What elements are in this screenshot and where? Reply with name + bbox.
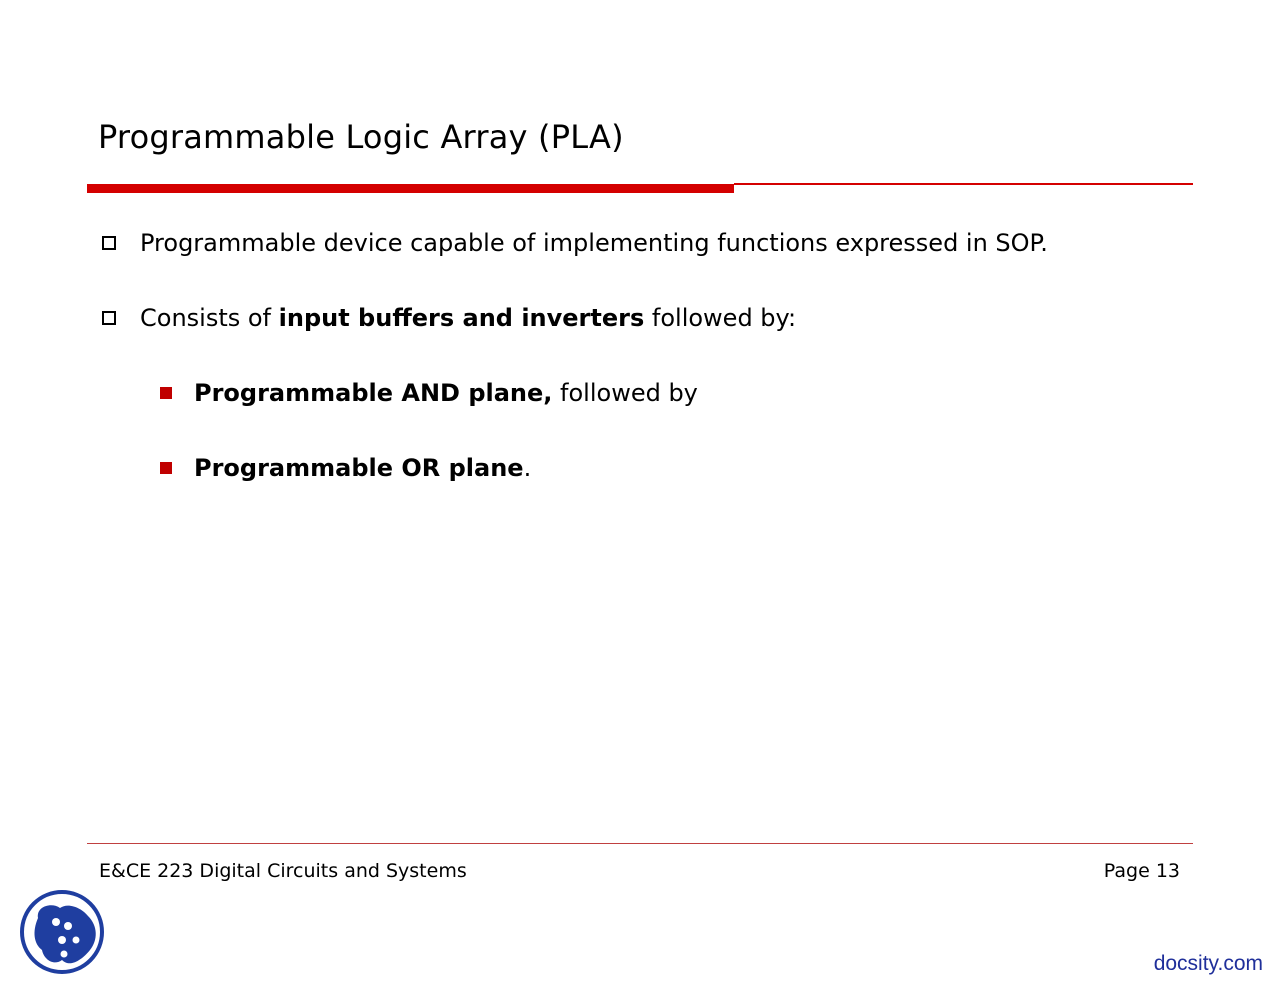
bullet-item — [102, 304, 796, 332]
footer-course-title: E&CE 223 Digital Circuits and Systems — [99, 860, 467, 882]
docsity-watermark[interactable]: docsity.com — [1153, 952, 1263, 975]
sub-bullet-item — [160, 379, 698, 407]
bullet-text-prefix: Consists of — [140, 304, 279, 332]
bullet-text-bold: input buffers and inverters — [278, 304, 645, 332]
hollow-square-bullet-icon — [102, 236, 116, 250]
footer-divider — [87, 843, 1193, 844]
hollow-square-bullet-icon — [102, 311, 116, 325]
sub-bullet-text-bold: Programmable OR plane — [194, 454, 524, 482]
bullet-text-suffix: followed by: — [644, 304, 797, 332]
bullet-text: Programmable device capable of implementing functions expressed in SOP. — [140, 229, 1048, 257]
docsity-logo-icon — [18, 888, 106, 976]
bullet-item — [102, 229, 1048, 257]
filled-square-bullet-icon — [160, 462, 172, 474]
footer-page-number: Page 13 — [1103, 860, 1180, 882]
filled-square-bullet-icon — [160, 387, 172, 399]
title-underline-thick — [87, 184, 734, 193]
sub-bullet-text-bold: Programmable AND plane, — [194, 379, 553, 407]
sub-bullet-text-suffix: . — [523, 454, 532, 482]
title-underline-thin — [734, 183, 1193, 185]
sub-bullet-item — [160, 454, 531, 482]
slide-title: Programmable Logic Array (PLA) — [98, 118, 624, 156]
sub-bullet-text-suffix: followed by — [552, 379, 698, 407]
